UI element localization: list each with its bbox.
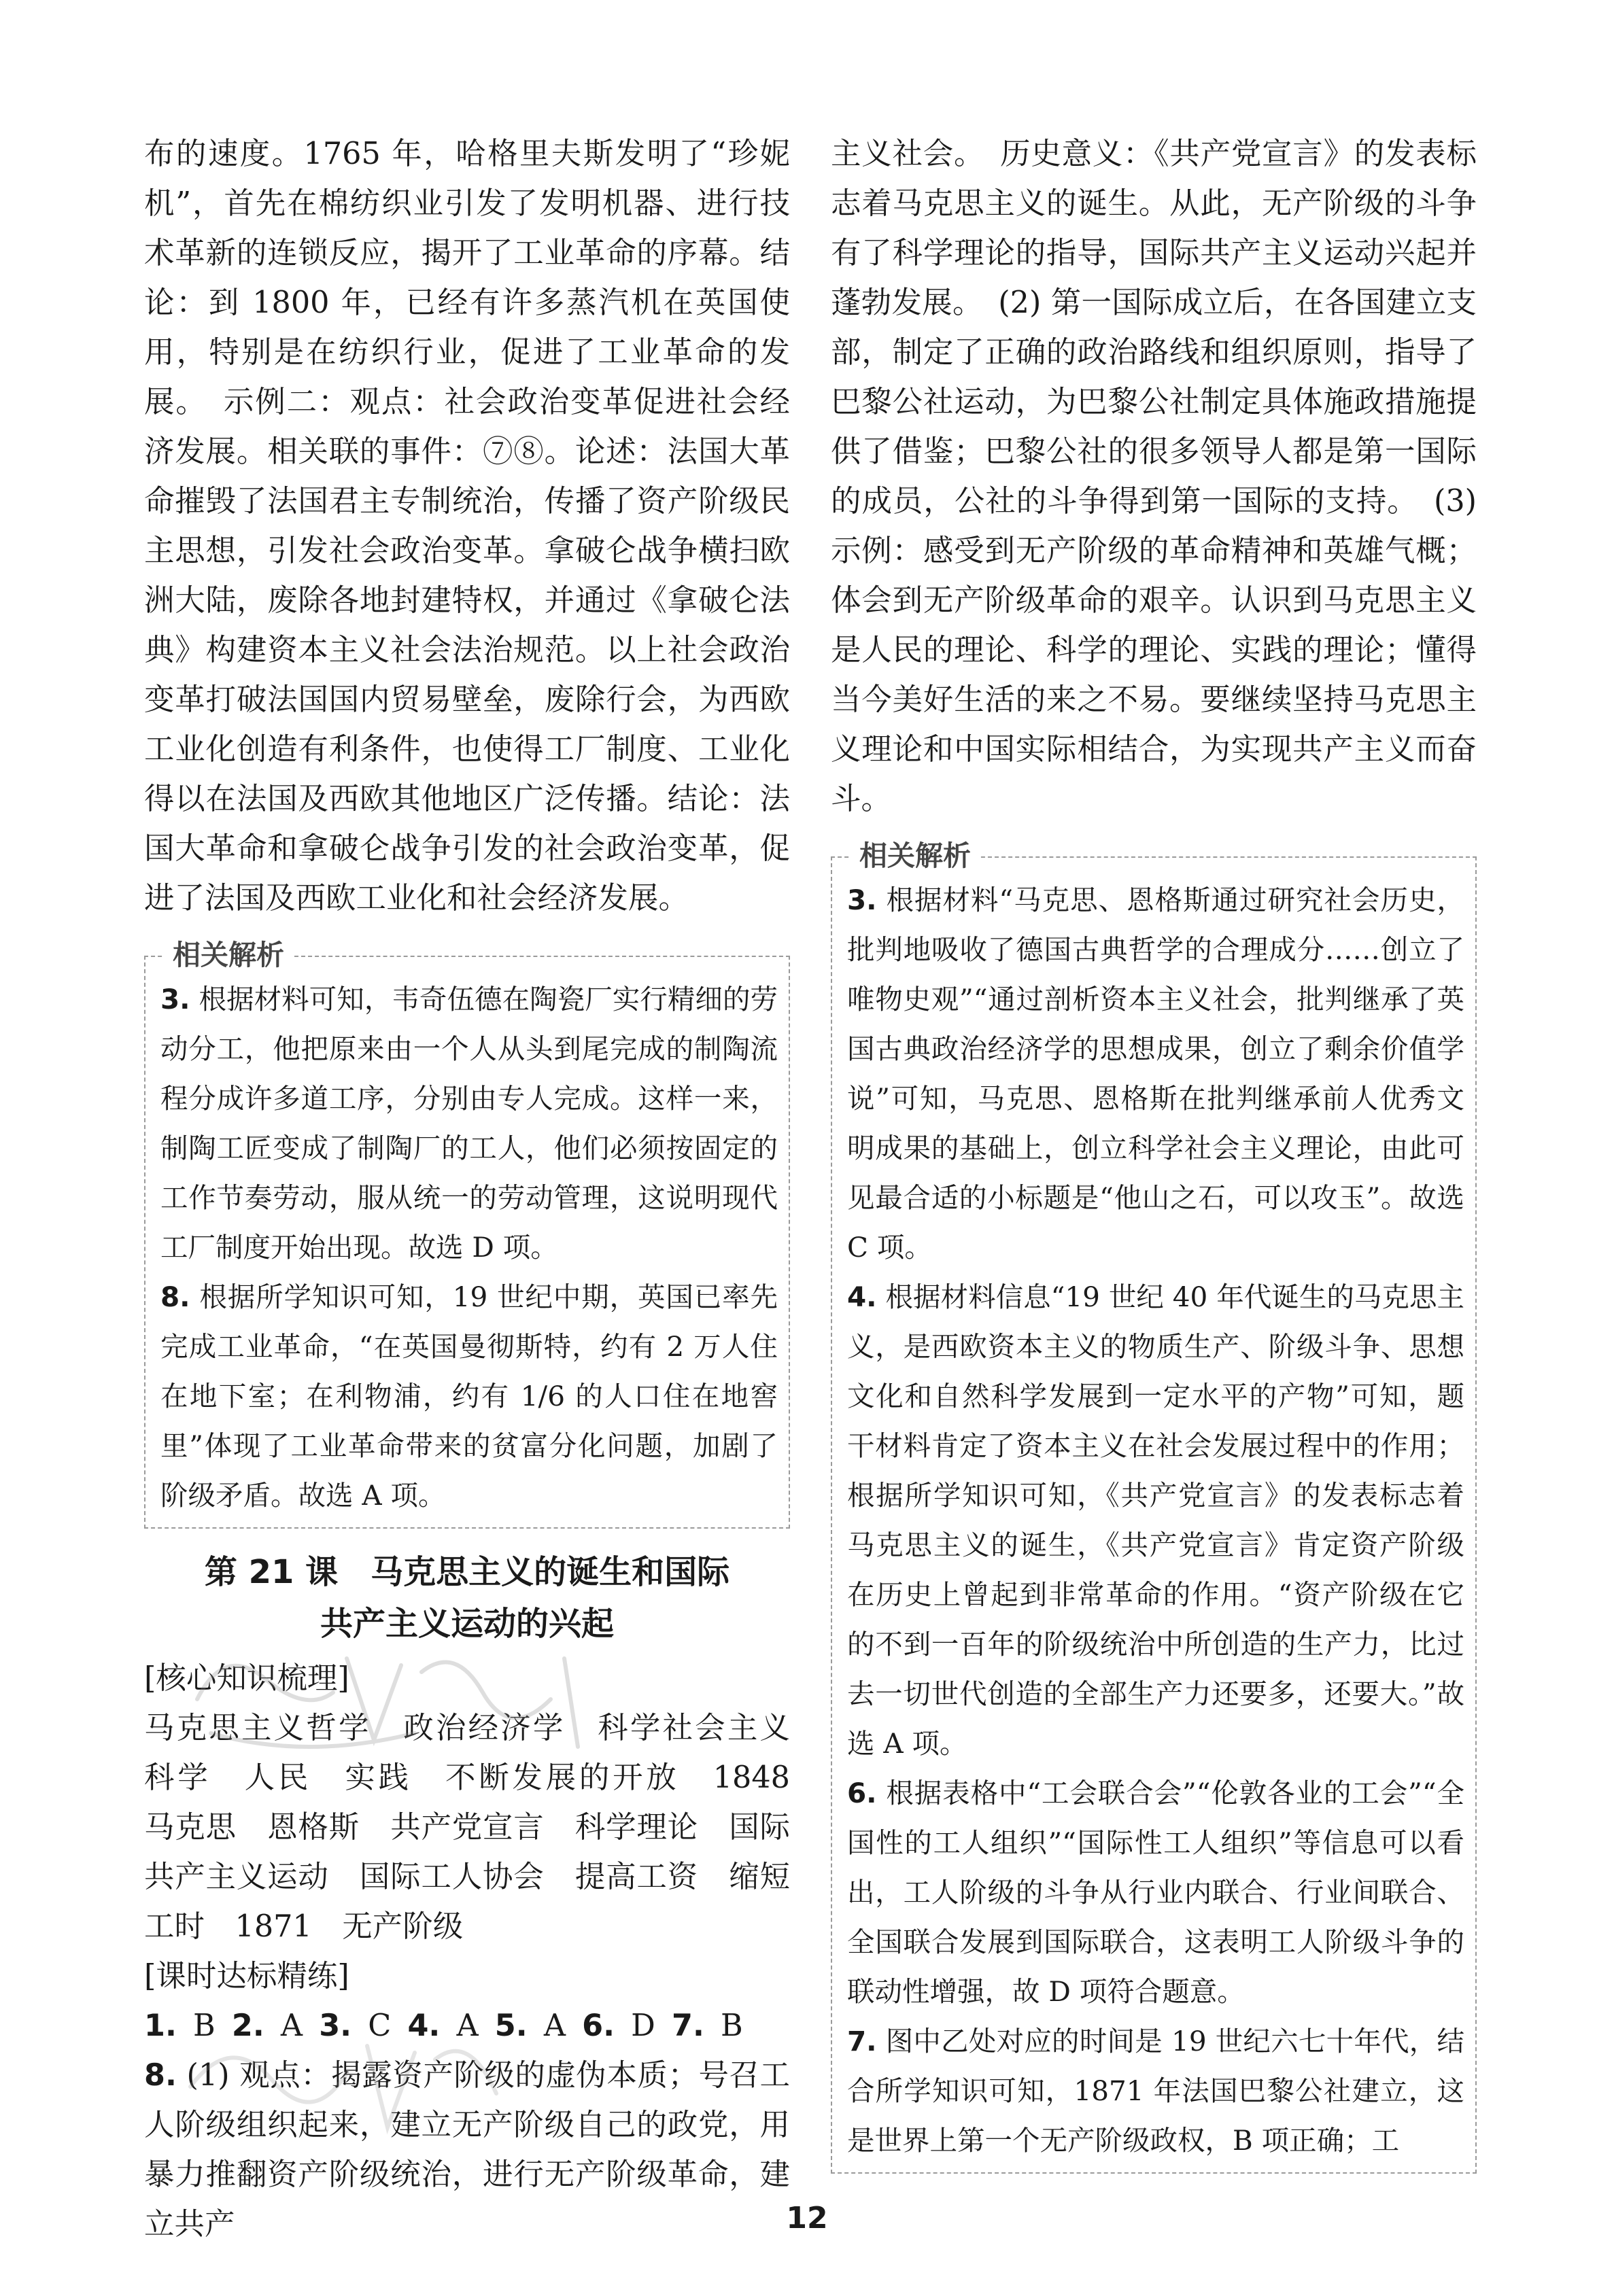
right-column bbox=[831, 129, 1477, 2174]
analysis-title: 相关解析 bbox=[850, 837, 980, 874]
core-knowledge-heading: [核心知识梳理] bbox=[144, 1661, 349, 1696]
practice-heading: [课时达标精练] bbox=[144, 1959, 349, 1994]
analysis-text: 根据材料可知，韦奇伍德在陶瓷厂实行精细的劳动分工，他把原来由一个人从头到尾完成的制陶流程分成许多道工序，分别由专人完成。这样一来，制陶工匠变成了制陶厂的工人，他们必须按固定的工作节奏劳动，服从统一的劳动管理，这说明现代工厂制度开始出现。故选 D 项。 bbox=[160, 983, 778, 1264]
question-8-text: (1) 观点：揭露资产阶级的虚伪本质；号召工人阶级组织起来，建立无产阶级自己的政党，用暴力推翻资产阶级统治，进行无产阶级革命，建立共产 bbox=[144, 2058, 790, 2242]
right-body-paragraph: 主义社会。 历史意义：《共产党宣言》的发表标志着马克思主义的诞生。从此，无产阶级的斗争有了科学理论的指导，国际共产主义运动兴起并蓬勃发展。 (2) 第一国际成立后，在各国建立支部，制定了正确的政治路线和组织原则，指导了巴黎公社运动，为巴黎公社制定具体施政措施提供了借鉴；巴黎公社的很多领导人都是第一国际的成员，公社的斗争得到第一国际的支持。 (3) 示例：感受到无产阶级的革命精神和英雄气概；体会到无产阶级革命的艰辛。认识到马克思主义是人民的理论、科学的理论、实践的理论；懂得当今美好生活的来之不易。要继续坚持马克思主义理论和中国实际相结合，为实现共产主义而奋斗。 bbox=[831, 137, 1477, 816]
analysis-text: 图中乙处对应的时间是 19 世纪六七十年代，结合所学知识可知，1871 年法国巴黎公社建立，这是世界上第一个无产阶级政权，B 项正确；工 bbox=[847, 2025, 1465, 2157]
question-number: 6. bbox=[847, 1777, 877, 1809]
analysis-item bbox=[160, 1272, 778, 1520]
question-number: 3. bbox=[160, 983, 190, 1015]
analysis-item bbox=[847, 1272, 1464, 1769]
answer-choice: A bbox=[280, 2008, 303, 2043]
analysis-item bbox=[847, 2017, 1464, 2165]
analysis-item bbox=[847, 1769, 1464, 2017]
analysis-item bbox=[160, 975, 778, 1272]
answer-choice: D bbox=[631, 2008, 655, 2043]
analysis-title: 相关解析 bbox=[163, 937, 294, 973]
answer-list bbox=[144, 2001, 790, 2051]
answer-number: 7. bbox=[672, 2008, 704, 2043]
answer-choice: C bbox=[368, 2008, 392, 2043]
answer-choice: B bbox=[193, 2008, 216, 2043]
answer-number: 6. bbox=[582, 2008, 615, 2043]
question-number: 8. bbox=[144, 2058, 177, 2093]
analysis-text: 根据材料信息“19 世纪 40 年代诞生的马克思主义，是西欧资本主义的物质生产、阶级斗争、思想文化和自然科学发展到一定水平的产物”可知，题干材料肯定了资本主义在社会发展过程中的作用；根据所学知识可知，《共产党宣言》的发表标志着马克思主义的诞生，《共产党宣言》肯定资产阶级在历史上曾起到非常革命的作用。“资产阶级在它的不到一百年的阶级统治中所创造的生产力，比过去一切世代创造的全部生产力还要多，还要大。”故选 A 项。 bbox=[847, 1281, 1464, 1760]
question-number: 4. bbox=[847, 1281, 877, 1313]
analysis-item bbox=[847, 875, 1464, 1272]
left-analysis-box bbox=[144, 939, 790, 1529]
answer-number: 1. bbox=[144, 2008, 177, 2043]
page-number: 12 bbox=[786, 2201, 828, 2236]
question-number: 8. bbox=[160, 1281, 190, 1313]
lesson-title-line2: 共产主义运动的兴起 bbox=[320, 1605, 614, 1643]
answer-number: 3. bbox=[319, 2008, 352, 2043]
lesson-title bbox=[144, 1546, 790, 1650]
analysis-text: 根据材料“马克思、恩格斯通过研究社会历史，批判地吸收了德国古典哲学的合理成分……创立了唯物史观”“通过剖析资本主义社会，批判继承了英国古典政治经济学的思想成果，创立了剩余价值学说”可知，马克思、恩格斯在批判继承前人优秀文明成果的基础上，创立科学社会主义理论，由此可见最合适的小标题是“他山之石，可以攻玉”。故选 C 项。 bbox=[847, 884, 1464, 1264]
question-number: 3. bbox=[847, 884, 877, 916]
answer-choice: A bbox=[543, 2008, 566, 2043]
answer-number: 2. bbox=[231, 2008, 264, 2043]
lesson-title-line1: 第 21 课 马克思主义的诞生和国际 bbox=[204, 1553, 730, 1591]
right-analysis-box bbox=[831, 839, 1477, 2174]
analysis-text: 根据所学知识可知，19 世纪中期，英国已率先完成工业革命，“在英国曼彻斯特，约有 2 万人住在地下室；在利物浦，约有 1/6 的人口住在地窖里”体现了工业革命带来的贫富分化问题，加剧了阶级矛盾。故选 A 项。 bbox=[160, 1281, 778, 1512]
left-body-paragraph: 布的速度。1765 年，哈格里夫斯发明了“珍妮机”，首先在棉纺织业引发了发明机器、进行技术革新的连锁反应，揭开了工业革命的序幕。结论：到 1800 年，已经有许多蒸汽机在英国使用，特别是在纺织行业，促进了工业革命的发展。 示例二：观点：社会政治变革促进社会经济发展。相关联的事件：⑦⑧。论述：法国大革命摧毁了法国君主专制统治，传播了资产阶级民主思想，引发社会政治变革。拿破仑战争横扫欧洲大陆，废除各地封建特权，并通过《拿破仑法典》构建资本主义社会法治规范。以上社会政治变革打破法国国内贸易壁垒，废除行会，为西欧工业化创造有利条件，也使得工厂制度、工业化得以在法国及西欧其他地区广泛传播。结论：法国大革命和拿破仑战争引发的社会政治变革，促进了法国及西欧工业化和社会经济发展。 bbox=[144, 137, 790, 916]
answer-number: 5. bbox=[494, 2008, 528, 2043]
question-number: 7. bbox=[847, 2025, 877, 2057]
core-knowledge-text: 马克思主义哲学 政治经济学 科学社会主义 科学 人民 实践 不断发展的开放 1848 马克思 恩格斯 共产党宣言 科学理论 国际共产主义运动 国际工人协会 提高工资 缩短工时 1871 无产阶级 bbox=[144, 1711, 821, 1944]
answer-number: 4. bbox=[407, 2008, 441, 2043]
analysis-text: 根据表格中“工会联合会”“伦敦各业的工会”“全国性的工人组织”“国际性工人组织”等信息可以看出，工人阶级的斗争从行业内联合、行业间联合、全国联合发展到国际联合，这表明工人阶级斗争的联动性增强，故 D 项符合题意。 bbox=[847, 1777, 1464, 2008]
answer-choice: A bbox=[456, 2008, 479, 2043]
answer-choice: B bbox=[721, 2008, 743, 2043]
